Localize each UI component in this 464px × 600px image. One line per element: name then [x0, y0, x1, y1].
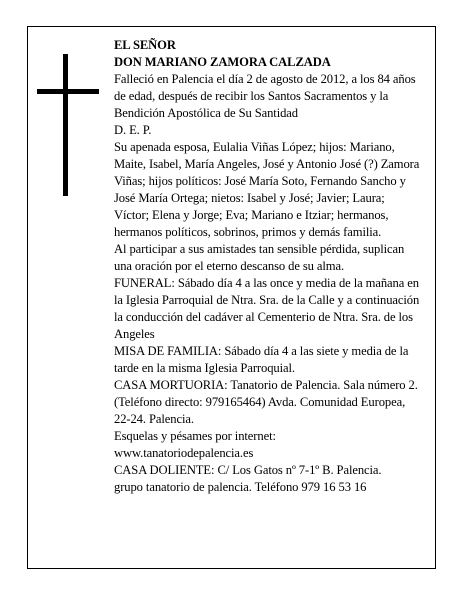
- condolences-label: Esquelas y pésames por internet:: [114, 429, 276, 443]
- cross-icon: [37, 54, 99, 196]
- cross-horizontal-bar: [37, 89, 99, 94]
- heading-title: EL SEÑOR: [114, 38, 176, 52]
- funeral-info: FUNERAL: Sábado día 4 a las once y media de la mañana en la Iglesia Parroquial de Ntra. Sra. de la Calle y a continuación la conducción del cadáver al Cementerio de Ntra. Sra. de los Angeles: [114, 276, 420, 341]
- obituary-text: [114, 37, 420, 496]
- funeral-home-info: CASA MORTUORIA: Tanatorio de Palencia. Sala número 2. (Teléfono directo: 979165464) Avda. Comunidad Europea, 22-24. Palencia.: [114, 378, 418, 426]
- family-mass-info: MISA DE FAMILIA: Sábado día 4 a las siete y media de la tarde en la misma Iglesia Parroquial.: [114, 344, 409, 375]
- cross-vertical-bar: [63, 54, 68, 196]
- family-list: Su apenada esposa, Eulalia Viñas López; hijos: Mariano, Maite, Isabel, María Angeles, José y Antonio José (?) Zamora Viñas; hijos políticos: José María Soto, Fernando Sancho y José María Ortega; nietos: Isabel y José; Javier; Laura; Víctor; Elena y Jorge; Eva; Mariano e Itziar; hermanos, hermanos políticos, sobrinos, primos y demás familia.: [114, 140, 420, 239]
- rip-line: D. E. P.: [114, 123, 152, 137]
- website-text: www.tanatoriodepalencia.es: [114, 446, 254, 460]
- prayer-request: Al participar a sus amistades tan sensible pérdida, suplican una oración por el eterno descanso de su alma.: [114, 242, 405, 273]
- death-details: Falleció en Palencia el día 2 de agosto de 2012, a los 84 años de edad, después de recibir los Santos Sacramentos y la Bendición Apostólica de Su Santidad: [114, 72, 416, 120]
- family-home-address: CASA DOLIENTE: C/ Los Gatos nº 7-1º B. Palencia.: [114, 463, 382, 477]
- deceased-name: DON MARIANO ZAMORA CALZADA: [114, 55, 331, 69]
- funeral-group-phone: grupo tanatorio de palencia. Teléfono 979 16 53 16: [114, 480, 367, 494]
